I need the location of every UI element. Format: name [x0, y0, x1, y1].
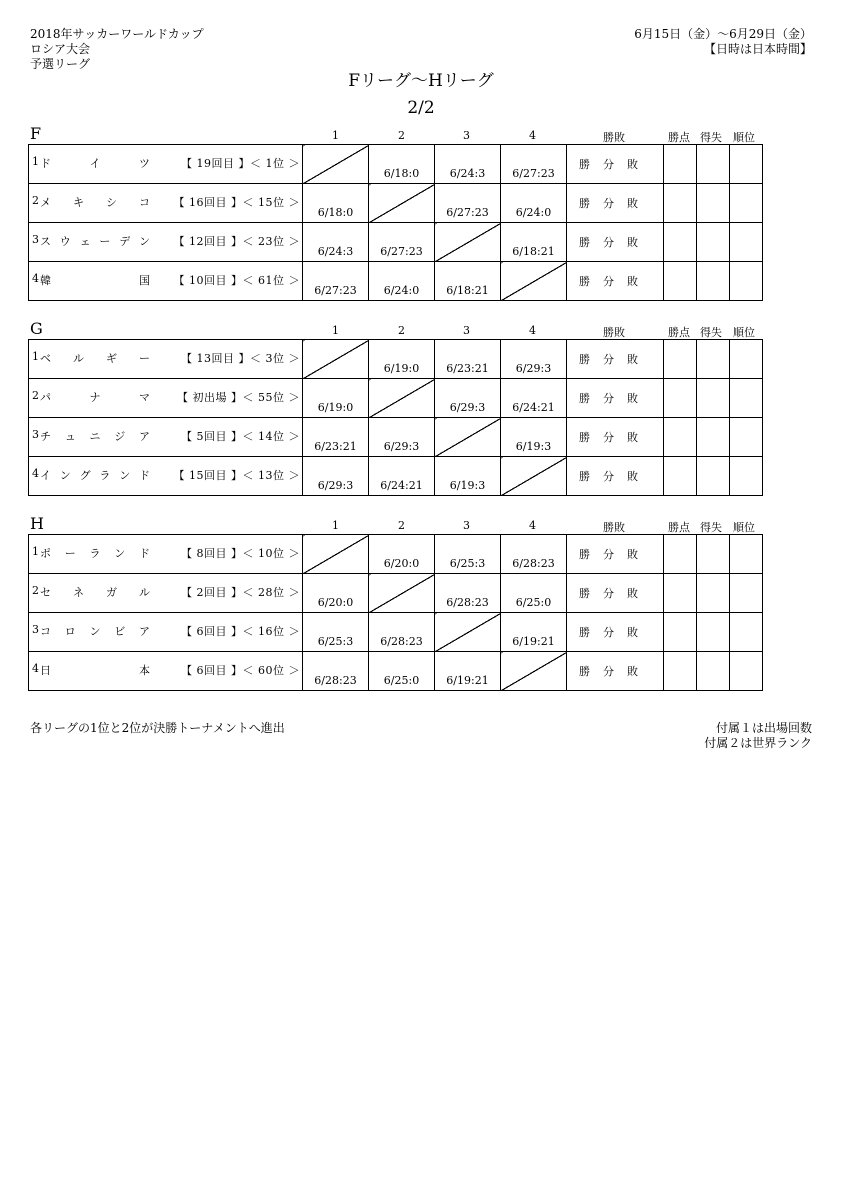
- goals-cell: [697, 418, 730, 457]
- team-name-char: ド: [40, 157, 51, 170]
- match-date: 6/24:0: [383, 284, 420, 297]
- table-row: [29, 574, 763, 613]
- team-name-char: デ: [119, 235, 131, 248]
- team-cell: [29, 184, 303, 223]
- match-cell: [369, 145, 435, 184]
- column-header-points: 勝点: [668, 521, 690, 534]
- team-index: 2: [32, 389, 39, 402]
- match-date: 6/27:23: [380, 245, 423, 258]
- match-cell: [369, 340, 435, 379]
- match-date: 6/19:21: [446, 674, 489, 687]
- team-info: 【 15回目 】＜ 13位 ＞: [173, 469, 300, 482]
- table-row: [29, 223, 763, 262]
- match-date: 6/29:3: [449, 401, 486, 414]
- table-row: [29, 340, 763, 379]
- team-index: 2: [32, 584, 39, 597]
- match-cell: [303, 262, 369, 301]
- stage-name: 予選リーグ: [30, 57, 91, 71]
- date-range: 6月15日（金）～6月29日（金）: [634, 27, 812, 41]
- match-cell: [435, 262, 501, 301]
- footer-note: 各リーグの1位と2位が決勝トーナメントへ進出: [30, 721, 285, 735]
- goals-cell: [697, 184, 730, 223]
- team-name: [40, 233, 150, 249]
- match-cell: [369, 613, 435, 652]
- diagonal-cell: [501, 457, 567, 496]
- team-name-char: ュ: [64, 430, 76, 443]
- win-loss-cell: 勝分敗: [567, 262, 664, 301]
- goals-cell: [697, 652, 730, 691]
- diagonal-cell: [435, 418, 501, 457]
- team-name-char: ポ: [40, 547, 51, 560]
- diagonal-cell: [435, 223, 501, 262]
- team-name-char: パ: [40, 391, 51, 404]
- goals-cell: [697, 223, 730, 262]
- match-date: 6/25:0: [515, 596, 552, 609]
- match-date: 6/24:3: [317, 245, 354, 258]
- team-cell: [29, 613, 303, 652]
- team-index: 4: [32, 272, 39, 285]
- team-name-char: ド: [138, 469, 150, 482]
- match-cell: [369, 418, 435, 457]
- table-row: [29, 145, 763, 184]
- match-date: 6/19:3: [515, 440, 552, 453]
- timezone-note: 【日時は日本時間】: [703, 42, 812, 56]
- team-cell: [29, 574, 303, 613]
- team-index: 4: [32, 662, 39, 675]
- table-row: [29, 613, 763, 652]
- diagonal-cell: [369, 379, 435, 418]
- match-cell: [501, 613, 567, 652]
- team-info: 【 6回目 】＜ 16位 ＞: [181, 625, 300, 638]
- match-date: 6/27:23: [446, 206, 489, 219]
- team-info: 【 2回目 】＜ 28位 ＞: [181, 586, 300, 599]
- column-header-winloss: 勝敗: [603, 131, 625, 144]
- points-cell: [664, 340, 697, 379]
- diagonal-cell: [303, 340, 369, 379]
- win-loss-cell: 勝分敗: [567, 652, 664, 691]
- team-name-char: ス: [40, 235, 51, 248]
- team-name: [40, 272, 150, 288]
- match-date: 6/18:0: [383, 167, 420, 180]
- rank-cell: [730, 262, 763, 301]
- team-name-char: ン: [138, 235, 150, 248]
- match-date: 6/24:21: [380, 479, 423, 492]
- team-info: 【 5回目 】＜ 14位 ＞: [181, 430, 300, 443]
- team-name-char: ア: [139, 625, 150, 638]
- league-label: F: [30, 124, 42, 143]
- table-row: [29, 184, 763, 223]
- column-header-winloss: 勝敗: [603, 326, 625, 339]
- column-header-rank: 順位: [733, 521, 755, 534]
- points-cell: [664, 223, 697, 262]
- team-name: [40, 545, 150, 561]
- team-name-char: ー: [99, 235, 111, 248]
- team-cell: [29, 652, 303, 691]
- goals-cell: [697, 613, 730, 652]
- match-cell: [369, 652, 435, 691]
- team-name-char: 日: [40, 664, 51, 677]
- match-date: 6/18:0: [317, 206, 354, 219]
- column-header-winloss: 勝敗: [603, 521, 625, 534]
- team-name: [40, 467, 150, 483]
- column-header-points: 勝点: [668, 131, 690, 144]
- match-cell: [435, 535, 501, 574]
- column-header-c1: 1: [332, 129, 339, 142]
- team-name-char: ー: [64, 547, 76, 560]
- team-name: [40, 428, 150, 444]
- match-date: 6/27:23: [314, 284, 357, 297]
- team-name-char: チ: [40, 430, 51, 443]
- rank-cell: [730, 418, 763, 457]
- rank-cell: [730, 535, 763, 574]
- points-cell: [664, 457, 697, 496]
- team-info: 【 13回目 】＜ 3位 ＞: [181, 352, 300, 365]
- match-cell: [435, 457, 501, 496]
- team-index: 3: [32, 428, 39, 441]
- team-name-char: 韓: [40, 274, 51, 287]
- table-row: [29, 379, 763, 418]
- match-cell: [501, 535, 567, 574]
- points-cell: [664, 535, 697, 574]
- match-date: 6/19:0: [383, 362, 420, 375]
- match-date: 6/28:23: [446, 596, 489, 609]
- match-cell: [501, 223, 567, 262]
- match-cell: [435, 145, 501, 184]
- match-date: 6/24:21: [512, 401, 555, 414]
- team-name: [40, 584, 150, 600]
- diagonal-cell: [369, 574, 435, 613]
- team-name-char: ア: [139, 430, 150, 443]
- goals-cell: [697, 574, 730, 613]
- match-cell: [369, 535, 435, 574]
- column-header-c4: 4: [529, 324, 536, 337]
- points-cell: [664, 613, 697, 652]
- team-name-char: セ: [40, 586, 51, 599]
- match-cell: [435, 340, 501, 379]
- team-name-char: イ: [40, 469, 51, 482]
- match-date: 6/19:21: [512, 635, 555, 648]
- team-name-char: コ: [40, 625, 51, 638]
- team-index: 1: [32, 545, 39, 558]
- match-cell: [303, 652, 369, 691]
- match-cell: [303, 184, 369, 223]
- win-loss-cell: 勝分敗: [567, 145, 664, 184]
- match-date: 6/18:21: [446, 284, 489, 297]
- team-info: 【 10回目 】＜ 61位 ＞: [173, 274, 300, 287]
- points-cell: [664, 262, 697, 301]
- column-header-points: 勝点: [668, 326, 690, 339]
- match-cell: [501, 184, 567, 223]
- team-info: 【 8回目 】＜ 10位 ＞: [181, 547, 300, 560]
- column-header-rank: 順位: [733, 326, 755, 339]
- team-index: 1: [32, 350, 39, 363]
- team-name-char: ン: [89, 625, 101, 638]
- team-cell: [29, 262, 303, 301]
- team-name-char: 本: [139, 664, 150, 677]
- league-label: H: [30, 514, 44, 533]
- team-name-char: ン: [59, 469, 71, 482]
- match-date: 6/20:0: [383, 557, 420, 570]
- table-row: [29, 418, 763, 457]
- win-loss-cell: 勝分敗: [567, 574, 664, 613]
- match-date: 6/28:23: [380, 635, 423, 648]
- win-loss-cell: 勝分敗: [567, 379, 664, 418]
- match-cell: [501, 340, 567, 379]
- team-name-char: ラ: [99, 469, 111, 482]
- team-cell: [29, 535, 303, 574]
- team-name: [40, 623, 150, 639]
- diagonal-cell: [369, 184, 435, 223]
- match-cell: [435, 184, 501, 223]
- rank-cell: [730, 184, 763, 223]
- diagonal-cell: [303, 145, 369, 184]
- team-info: 【 6回目 】＜ 60位 ＞: [181, 664, 300, 677]
- match-cell: [303, 223, 369, 262]
- match-cell: [369, 223, 435, 262]
- team-name: [40, 194, 150, 210]
- match-cell: [501, 574, 567, 613]
- team-index: 3: [32, 233, 39, 246]
- league-label: G: [30, 319, 43, 338]
- diagonal-cell: [501, 262, 567, 301]
- team-name-char: ラ: [89, 547, 101, 560]
- team-info: 【 初出場 】＜ 55位 ＞: [177, 391, 300, 404]
- column-header-c3: 3: [463, 519, 470, 532]
- team-name-char: ン: [114, 547, 126, 560]
- team-name-char: ロ: [64, 625, 76, 638]
- column-header-c2: 2: [398, 324, 405, 337]
- team-name: [40, 662, 150, 678]
- team-name: [40, 350, 150, 366]
- team-name-char: ン: [119, 469, 131, 482]
- column-header-goals: 得失: [700, 131, 722, 144]
- team-cell: [29, 340, 303, 379]
- team-info: 【 12回目 】＜ 23位 ＞: [173, 235, 300, 248]
- points-cell: [664, 145, 697, 184]
- column-header-c3: 3: [463, 129, 470, 142]
- win-loss-cell: 勝分敗: [567, 613, 664, 652]
- team-name-char: イ: [89, 157, 101, 170]
- goals-cell: [697, 457, 730, 496]
- team-name-char: ベ: [40, 352, 51, 365]
- team-name-char: ビ: [114, 625, 126, 638]
- team-info: 【 16回目 】＜ 15位 ＞: [173, 196, 300, 209]
- team-name-char: ド: [139, 547, 150, 560]
- match-cell: [501, 379, 567, 418]
- column-header-c4: 4: [529, 519, 536, 532]
- team-index: 4: [32, 467, 39, 480]
- team-name-char: ツ: [139, 157, 150, 170]
- match-cell: [369, 457, 435, 496]
- event-title: 2018年サッカーワールドカップ: [30, 27, 204, 41]
- match-date: 6/27:23: [512, 167, 555, 180]
- footer-legend-1: 付属１は出場回数: [715, 721, 812, 735]
- league-table: [28, 534, 763, 691]
- win-loss-cell: 勝分敗: [567, 184, 664, 223]
- column-header-goals: 得失: [700, 326, 722, 339]
- table-row: [29, 457, 763, 496]
- team-info: 【 19回目 】＜ 1位 ＞: [181, 157, 300, 170]
- match-date: 6/24:3: [449, 167, 486, 180]
- match-cell: [303, 457, 369, 496]
- team-name-char: 国: [139, 274, 150, 287]
- table-row: [29, 535, 763, 574]
- match-cell: [435, 574, 501, 613]
- match-date: 6/25:0: [383, 674, 420, 687]
- rank-cell: [730, 613, 763, 652]
- team-name-char: メ: [40, 196, 51, 209]
- match-date: 6/24:0: [515, 206, 552, 219]
- team-name-char: ナ: [89, 391, 101, 404]
- team-name-char: ネ: [73, 586, 84, 599]
- match-cell: [303, 613, 369, 652]
- team-name-char: ジ: [114, 430, 126, 443]
- team-cell: [29, 145, 303, 184]
- match-cell: [303, 418, 369, 457]
- team-name: [40, 155, 150, 171]
- match-date: 6/28:23: [512, 557, 555, 570]
- match-cell: [435, 379, 501, 418]
- rank-cell: [730, 652, 763, 691]
- diagonal-cell: [303, 535, 369, 574]
- diagonal-cell: [435, 613, 501, 652]
- points-cell: [664, 574, 697, 613]
- team-cell: [29, 379, 303, 418]
- team-name-char: ウ: [59, 235, 71, 248]
- points-cell: [664, 379, 697, 418]
- match-cell: [303, 379, 369, 418]
- column-header-c2: 2: [398, 519, 405, 532]
- rank-cell: [730, 574, 763, 613]
- column-header-goals: 得失: [700, 521, 722, 534]
- win-loss-cell: 勝分敗: [567, 340, 664, 379]
- table-row: [29, 652, 763, 691]
- rank-cell: [730, 145, 763, 184]
- match-date: 6/19:0: [317, 401, 354, 414]
- team-name-char: ギ: [106, 352, 117, 365]
- match-cell: [501, 145, 567, 184]
- league-table: [28, 144, 763, 301]
- win-loss-cell: 勝分敗: [567, 418, 664, 457]
- team-index: 3: [32, 623, 39, 636]
- diagonal-cell: [501, 652, 567, 691]
- goals-cell: [697, 262, 730, 301]
- match-date: 6/28:23: [314, 674, 357, 687]
- team-cell: [29, 457, 303, 496]
- win-loss-cell: 勝分敗: [567, 457, 664, 496]
- column-header-c1: 1: [332, 519, 339, 532]
- page-title: Fリーグ～Hリーグ: [348, 71, 494, 91]
- match-date: 6/29:3: [317, 479, 354, 492]
- goals-cell: [697, 145, 730, 184]
- league-table: [28, 339, 763, 496]
- match-date: 6/25:3: [317, 635, 354, 648]
- match-cell: [435, 652, 501, 691]
- team-cell: [29, 418, 303, 457]
- match-date: 6/23:21: [314, 440, 357, 453]
- rank-cell: [730, 379, 763, 418]
- column-header-c1: 1: [332, 324, 339, 337]
- match-date: 6/19:3: [449, 479, 486, 492]
- match-cell: [303, 574, 369, 613]
- rank-cell: [730, 340, 763, 379]
- goals-cell: [697, 535, 730, 574]
- team-name: [40, 389, 150, 405]
- goals-cell: [697, 379, 730, 418]
- match-date: 6/23:21: [446, 362, 489, 375]
- team-name-char: ル: [73, 352, 84, 365]
- table-row: [29, 262, 763, 301]
- team-name-char: グ: [79, 469, 91, 482]
- points-cell: [664, 652, 697, 691]
- match-cell: [369, 262, 435, 301]
- column-header-c4: 4: [529, 129, 536, 142]
- footer-legend-2: 付属２は世界ランク: [704, 736, 812, 750]
- rank-cell: [730, 457, 763, 496]
- team-name-char: ェ: [79, 235, 91, 248]
- team-name-char: ル: [139, 586, 150, 599]
- match-cell: [501, 418, 567, 457]
- team-name-char: ガ: [106, 586, 117, 599]
- team-name-char: マ: [139, 391, 150, 404]
- team-index: 1: [32, 155, 39, 168]
- column-header-c3: 3: [463, 324, 470, 337]
- match-date: 6/18:21: [512, 245, 555, 258]
- tournament-name: ロシア大会: [30, 42, 91, 56]
- team-index: 2: [32, 194, 39, 207]
- match-date: 6/29:3: [383, 440, 420, 453]
- points-cell: [664, 184, 697, 223]
- team-cell: [29, 223, 303, 262]
- match-date: 6/20:0: [317, 596, 354, 609]
- match-date: 6/29:3: [515, 362, 552, 375]
- team-name-char: ニ: [89, 430, 101, 443]
- win-loss-cell: 勝分敗: [567, 535, 664, 574]
- page-number: 2/2: [407, 98, 435, 118]
- match-date: 6/25:3: [449, 557, 486, 570]
- team-name-char: シ: [106, 196, 117, 209]
- column-header-rank: 順位: [733, 131, 755, 144]
- column-header-c2: 2: [398, 129, 405, 142]
- goals-cell: [697, 340, 730, 379]
- win-loss-cell: 勝分敗: [567, 223, 664, 262]
- team-name-char: コ: [139, 196, 150, 209]
- team-name-char: キ: [73, 196, 84, 209]
- rank-cell: [730, 223, 763, 262]
- points-cell: [664, 418, 697, 457]
- team-name-char: ー: [139, 352, 150, 365]
